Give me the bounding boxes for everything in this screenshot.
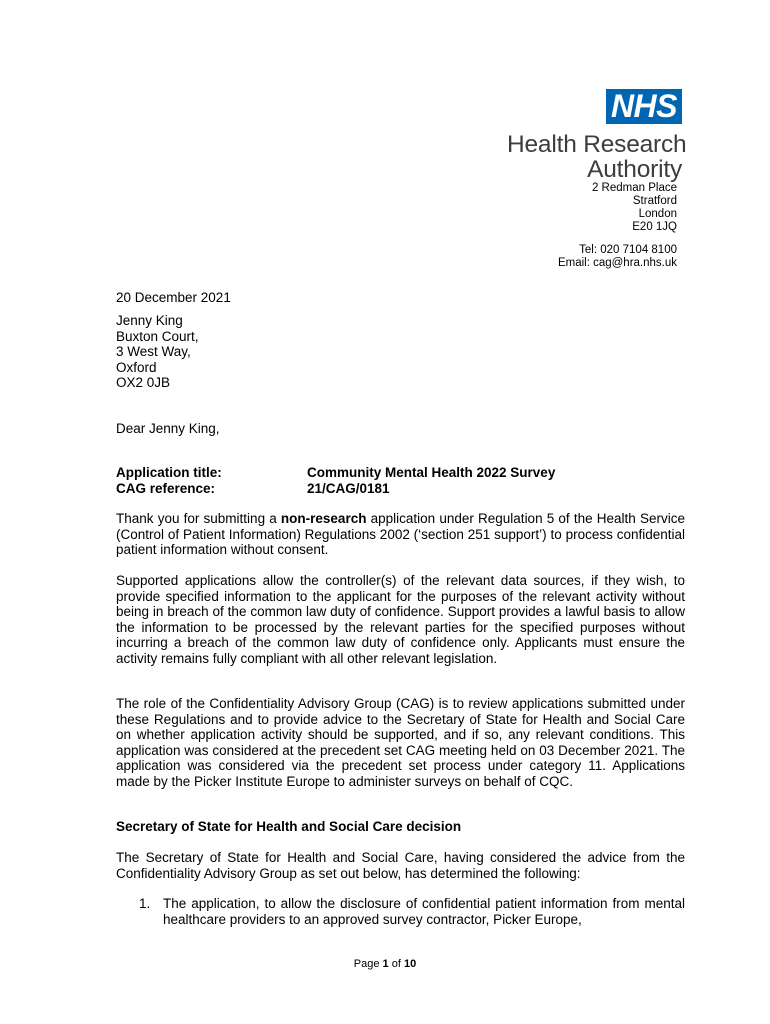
list-number: 1. (139, 896, 151, 911)
paragraph-3: The role of the Confidentiality Advisory Group (CAG) is to review applications submitted under these Regulations and to provide advice to the Secretary of State for Health and Social Care on whether application activity should be supported, and if so, any relevant conditions. This application was considered at the precedent set CAG meeting held on 03 December 2021. The application was considered via the precedent set process under category 11. Applications made by the Picker Institute Europe to administer surveys on behalf of CQC. (116, 696, 685, 789)
sender-contact (558, 244, 677, 270)
paragraph-4: The Secretary of State for Health and Social Care, having considered the advice from the Confidentiality Advisory Group as set out below, has determined the following: (116, 850, 685, 881)
address-line: 2 Redman Place (591, 182, 677, 194)
list-item (139, 896, 685, 927)
org-name-line2: Authority (587, 156, 682, 183)
application-title-row (116, 465, 685, 481)
recipient-line: Oxford (116, 359, 157, 375)
recipient-line: Buxton Court, (116, 328, 199, 344)
paragraph-1 (116, 511, 685, 558)
non-research-emphasis: non-research (280, 511, 367, 526)
recipient-line: Jenny King (116, 313, 183, 328)
recipient-line: 3 West Way, (116, 344, 191, 359)
application-reference (116, 465, 685, 496)
page-word: Page (353, 958, 380, 970)
telephone: Tel: 020 7104 8100 (579, 244, 677, 256)
section-heading: Secretary of State for Health and Social Care decision (116, 819, 462, 834)
address-line: London (638, 208, 677, 220)
letter-date: 20 December 2021 (116, 290, 231, 305)
paragraph-2: Supported applications allow the controller(s) of the relevant data sources, if they wish, to provide specified information to the applicant for the purposes of the relevant activity without being in breach of the common law duty of confidence. Support provides a lawful basis to allow the information to be processed by the relevant parties for the specified purposes without incurring a breach of the common law duty of confidence only. Applicants must ensure the activity remains fully compliant with all other relevant legislation. (116, 573, 685, 666)
nhs-logo: NHS (606, 89, 682, 124)
email: Email: cag@hra.nhs.uk (557, 257, 677, 269)
current-page: 1 (382, 958, 389, 970)
address-line: E20 1JQ (632, 221, 677, 233)
paragraph-1-start: Thank you for submitting a (116, 511, 281, 526)
total-pages: 10 (403, 958, 417, 970)
cag-reference-row (116, 481, 685, 497)
application-title-value: Community Mental Health 2022 Survey (307, 465, 556, 480)
recipient-address (116, 313, 685, 391)
salutation: Dear Jenny King, (116, 421, 220, 436)
address-line: Stratford (632, 195, 677, 207)
of-word: of (391, 958, 401, 970)
application-title-label: Application title: (116, 465, 222, 480)
page-number (0, 958, 770, 970)
organisation-name (507, 131, 687, 183)
list-text: The application, to allow the disclosure of confidential patient information from mental healthcare providers to an approved survey contractor, Picker Europe, (163, 896, 685, 927)
cag-reference-value: 21/CAG/0181 (307, 480, 390, 496)
sender-address (592, 182, 677, 234)
paragraph-1-end: application under Regulation 5 of the Health Service (Control of Patient Information) Regulations 2002 (‘section 251 support’) to process confidential patient information without consent. (116, 511, 685, 557)
cag-reference-label: CAG reference: (116, 480, 216, 496)
hra-logo (507, 88, 687, 183)
org-name-line1: Health Research (507, 131, 687, 158)
recipient-line: OX2 0JB (116, 375, 171, 390)
